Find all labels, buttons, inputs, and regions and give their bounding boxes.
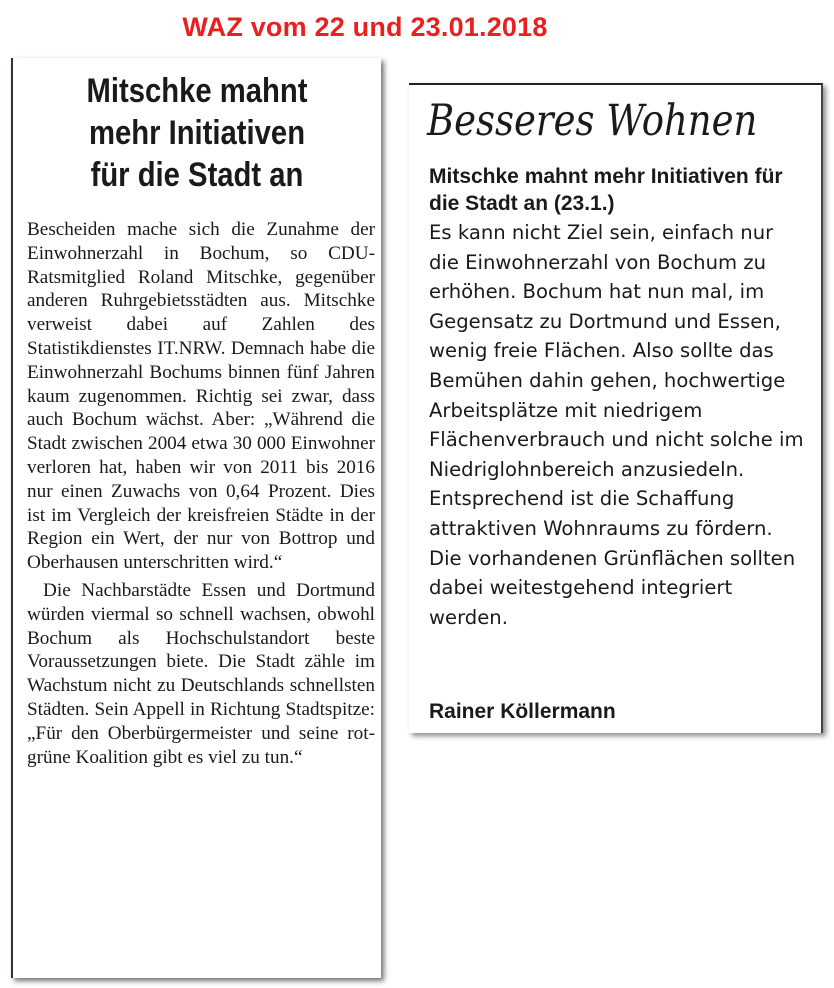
headline-line: Mitschke mahnt	[86, 72, 308, 110]
article-body	[27, 218, 375, 769]
article-clipping	[11, 58, 381, 978]
article-paragraph: Bescheiden mache sich die Zunahme der Einwohnerzahl in Bochum, so CDU-Ratsmitglied Roland Mitschke, gegenüber anderen Ruhrgebietsstädten aus. Mitschke verweist dabei auf Zahlen des Statistikdienstes IT.NRW. Demnach habe die Einwohnerzahl Bochums binnen fünf Jahren kaum zugenommen. Richtig sei zwar, dass auch Bochum wächst. Aber: „Während die Stadt zwischen 2004 etwa 30 000 Einwohner verloren hat, haben wir von 2011 bis 2016 nur einen Zuwachs von 0,64 Prozent. Dies ist im Vergleich der kreisfreien Städte in der Region ein Wert, der nur von Bottrop und Oberhausen unterschritten wird.“	[27, 219, 375, 574]
letter-clipping	[409, 83, 823, 733]
source-title: WAZ vom 22 und 23.01.2018	[182, 12, 548, 42]
headline-line: mehr Initiativen	[88, 114, 306, 152]
letter-author: Rainer Köllermann	[429, 700, 616, 723]
article-headline	[39, 70, 355, 196]
letter-body	[429, 218, 809, 632]
letter-reference-title: Mitschke mahnt mehr Initiativen für die Stadt an (23.1.)	[429, 165, 783, 215]
headline-line: für die Stadt an	[90, 156, 304, 194]
letter-rubric: Besseres Wohnen	[427, 96, 758, 146]
letter-paragraph: Entsprechend ist die Schaffung attraktiven Wohnraums zu fördern. Die vorhandenen Grünflächen sollten dabei weitestgehend integriert werden.	[429, 487, 796, 629]
letter-paragraph: Es kann nicht Ziel sein, einfach nur die Einwohnerzahl von Bochum zu erhöhen. Bochum hat nun mal, im Gegensatz zu Dortmund und Essen, wenig freie Flächen. Also sollte das Bemühen dahin gehen, hochwertige Arbeitsplätze mit niedrigem Flächenverbrauch und nicht solche im Niedriglohnbereich anzusiedeln.	[429, 221, 804, 481]
article-paragraph: Die Nachbarstädte Essen und Dortmund würden viermal so schnell wachsen, obwohl Bochum als Hochschulstandort beste Voraussetzungen biete. Die Stadt zähle im Wachstum nicht zu Deutschlands schnellsten Städten. Sein Appell in Richtung Stadtspitze: „Für den Oberbürgermeister und seine rot-grüne Koalition gibt es viel zu tun.“	[27, 579, 375, 768]
